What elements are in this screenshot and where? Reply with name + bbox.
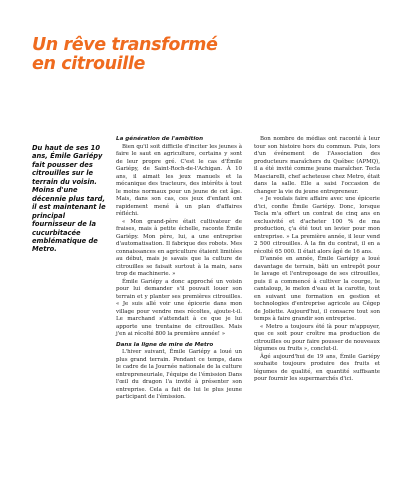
body-paragraph: Bien qu'il soit difficile d'inciter les jeunes à faire le saut en agriculture, certains y sont de leur propre gré. C'est le cas d'Émile Gariépy, de Saint-Roch-de-l'Achigan. À 10 ans, il aimait les jeux manuels et la mécanique des tracteurs, des intérêts à tout le moins normaux pour un jeune de cet âge. Mais, dans son cas, ces jeux d'enfant ont rapidement mené à un plan d'affaires réfléchi. [116, 143, 242, 217]
body-paragraph: « Metro a toujours été là pour m'appuyer, que ce soit pour croître ma production de citrouilles ou pour faire pousser de nouveaux légumes ou fruits », conclut-il. [254, 323, 380, 352]
section-heading-metro: Dans la ligne de mire de Metro [116, 341, 214, 348]
body-paragraph: Bon nombre de médias ont raconté à leur tour son histoire hors du commun. Puis, lors d'un événement de l'Association des producteurs maraîchers du Québec (APMQ), il a été invité comme jeune maraîcher. Tecla Masciarelli, chef acheteuse chez Metro, était dans la salle. Elle a saisi l'occasion de changer la vie du jeune entrepreneur. [254, 136, 380, 195]
article-lede: Du haut de ses 10 ans, Émile Gariépy fait pousser des citrouilles sur le terrain du voisin. Moins d'une décennie plus tard, il est maintenant le principal fournisseur de la cucurbitacée emblématique de Metro. [32, 144, 106, 254]
body-paragraph: L'hiver suivant, Émile Gariépy a loué un plus grand terrain. Pendant ce temps, dans le cadre de la Journée nationale de la culture entrepreneuriale, l'équipe de l'émission Dans l'œil du dragon l'a invité à présenter son entreprise. Cela a fait de lui le plus jeune participant de l'émission. [116, 349, 242, 400]
body-paragraph: « Mon grand-père était cultivateur de fraises, mais à petite échelle, raconte Émile Gariépy. Mon père, lui, a une entreprise d'automatisation. Il fabrique des robots. Mes connaissances en agriculture étaient limitées au début, mais je savais que la culture de citrouilles se faisait surtout à la main, sans trop de machinerie. » [116, 218, 242, 277]
article-title-line-2: en citrouille [32, 54, 145, 74]
body-paragraph: Âgé aujourd'hui de 19 ans, Émile Gariépy souhaite toujours produire des fruits et légumes de qualité, en quantité suffisante pour fournir les supermarchés d'ici. [254, 353, 380, 382]
body-paragraph: Émile Gariépy a donc approché un voisin pour lui demander s'il pouvait louer son terrain et y planter ses premières citrouilles. « Je suis allé voir une épicerie dans mon village pour vendre mes récoltes, ajoute-t-il. Le marchand s'attendait à ce que je lui apporte une trentaine de citrouilles. Mais j'en ai récolté 800 la première année! » [116, 278, 242, 337]
body-paragraph: « Je voulais faire affaire avec une épicerie d'ici, confie Émile Gariépy. Donc, lorsque Tecla m'a offert un contrat de cinq ans en exclusivité et d'acheter 100 % de ma production, ç'a été tout un levier pour mon entreprise. » La première année, il leur vend 2 500 citrouilles. À la fin du contrat, il en a récolté 65 000. Il était alors âgé de 16 ans. [254, 196, 380, 255]
section-heading-generation: La génération de l'ambition [116, 136, 204, 142]
article-column-1 [116, 136, 242, 402]
article-column-2 [254, 136, 380, 384]
article-title-line-1: Un rêve transformé [32, 35, 218, 55]
body-paragraph: D'année en année, Émile Gariépy a loué davantage de terrain, bâti un entrepôt pour le lavage et l'entreposage de ses citrouilles, puis il a commencé à cultiver la courge, le cantaloup, le melon d'eau et la carotte, tout en suivant une formation en gestion et technologies d'entreprise agricole au Cégep de Joliette. Aujourd'hui, il consacre tout son temps à faire grandir son entreprise. [254, 256, 380, 322]
article-title [32, 36, 332, 74]
